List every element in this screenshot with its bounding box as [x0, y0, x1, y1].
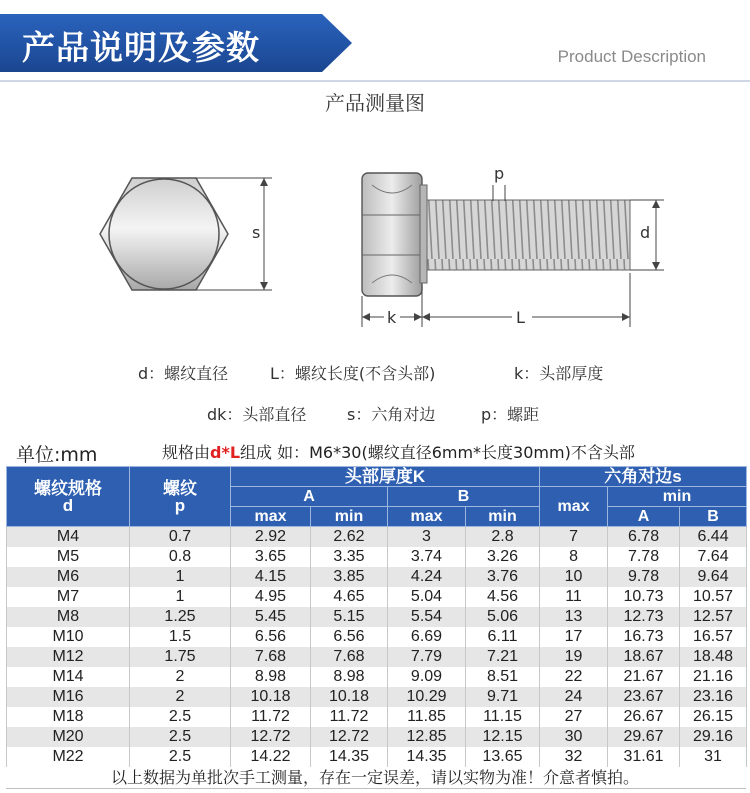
table-cell: 3.74	[388, 547, 466, 567]
table-row	[7, 627, 747, 647]
spec-rule-suffix: 组成 如：M6*30(螺纹直径6mm*长度30mm)不含头部	[240, 443, 635, 462]
table-cell: M4	[7, 527, 130, 547]
table-cell: 4.15	[231, 567, 311, 587]
col-header-k-B: B	[388, 487, 540, 507]
table-cell: 12.57	[680, 607, 747, 627]
table-cell: 1	[130, 587, 231, 607]
table-cell: 2.5	[130, 707, 231, 727]
table-cell: 8.98	[311, 667, 388, 687]
col-header-sA: A	[608, 507, 680, 527]
table-cell: 3.35	[311, 547, 388, 567]
table-cell: 5.45	[231, 607, 311, 627]
header-banner	[0, 0, 750, 84]
spec-rule-prefix: 规格由	[162, 443, 211, 462]
table-cell: 5.04	[388, 587, 466, 607]
bolt-side-view	[362, 173, 630, 296]
table-cell: M20	[7, 727, 130, 747]
table-cell: 1.25	[130, 607, 231, 627]
table-cell: 14.35	[311, 747, 388, 767]
table-cell: 16.73	[608, 627, 680, 647]
table-cell: 6.78	[608, 527, 680, 547]
table-cell: 9.78	[608, 567, 680, 587]
table-cell: 2	[130, 667, 231, 687]
table-row	[7, 607, 747, 627]
table-row	[7, 667, 747, 687]
legend-d: d：螺纹直径	[138, 364, 229, 383]
table-cell: M10	[7, 627, 130, 647]
label-s: s	[252, 223, 261, 242]
table-cell: 2.8	[466, 527, 540, 547]
table-cell: 21.67	[608, 667, 680, 687]
table-cell: 18.48	[680, 647, 747, 667]
table-bottom-border	[6, 788, 746, 789]
table-cell: 4.56	[466, 587, 540, 607]
table-cell: 1	[130, 567, 231, 587]
table-cell: 30	[540, 727, 608, 747]
table-cell: M6	[7, 567, 130, 587]
dimension-p	[493, 185, 505, 201]
table-cell: 7.78	[608, 547, 680, 567]
table-cell: 19	[540, 647, 608, 667]
table-cell: 11.72	[231, 707, 311, 727]
table-cell: 9.71	[466, 687, 540, 707]
table-cell: 7.79	[388, 647, 466, 667]
table-cell: 3.65	[231, 547, 311, 567]
spec-table-body	[7, 527, 747, 767]
col-header-s-max: max	[540, 487, 608, 527]
table-cell: 18.67	[608, 647, 680, 667]
label-k: k	[387, 308, 397, 327]
table-cell: 7.68	[311, 647, 388, 667]
table-cell: 10.73	[608, 587, 680, 607]
table-cell: M5	[7, 547, 130, 567]
table-cell: 3	[388, 527, 466, 547]
table-cell: 7.21	[466, 647, 540, 667]
table-cell: 22	[540, 667, 608, 687]
table-cell: 8.51	[466, 667, 540, 687]
table-row	[7, 647, 747, 667]
col-header-sB: B	[680, 507, 747, 527]
legend-L: L：螺纹长度(不含头部)	[270, 364, 436, 383]
table-cell: 4.95	[231, 587, 311, 607]
table-cell: 7	[540, 527, 608, 547]
col-header-s-min: min	[608, 487, 747, 507]
legend-dk: dk：头部直径	[207, 405, 307, 424]
col-header-hex-s: 六角对边s	[540, 467, 747, 487]
table-cell: 1.5	[130, 627, 231, 647]
table-cell: 0.7	[130, 527, 231, 547]
header-divider	[0, 80, 750, 82]
spec-rule-highlight: d*L	[210, 443, 241, 462]
legend-p: p：螺距	[481, 405, 540, 424]
table-cell: 31.61	[608, 747, 680, 767]
table-cell: 2	[130, 687, 231, 707]
label-L: L	[516, 308, 525, 327]
table-cell: 10.57	[680, 587, 747, 607]
table-cell: 4.65	[311, 587, 388, 607]
table-cell: 8	[540, 547, 608, 567]
table-cell: 2.92	[231, 527, 311, 547]
table-cell: 2.5	[130, 727, 231, 747]
table-cell: M18	[7, 707, 130, 727]
table-cell: 11.15	[466, 707, 540, 727]
measurement-diagram	[0, 115, 750, 345]
table-row	[7, 747, 747, 767]
table-cell: 6.56	[311, 627, 388, 647]
table-cell: 9.09	[388, 667, 466, 687]
table-cell: 23.67	[608, 687, 680, 707]
table-row	[7, 687, 747, 707]
table-cell: 12.73	[608, 607, 680, 627]
table-cell: 1.75	[130, 647, 231, 667]
table-cell: 24	[540, 687, 608, 707]
table-row	[7, 707, 747, 727]
table-cell: M12	[7, 647, 130, 667]
table-row	[7, 547, 747, 567]
table-cell: 5.15	[311, 607, 388, 627]
legend-s: s：六角对边	[347, 405, 436, 424]
table-cell: 4.24	[388, 567, 466, 587]
legend-k: k：头部厚度	[514, 364, 604, 383]
col-header-spec: 螺纹规格 d	[7, 467, 130, 527]
table-cell: 3.76	[466, 567, 540, 587]
table-cell: 10.18	[311, 687, 388, 707]
table-cell: 6.11	[466, 627, 540, 647]
table-cell: 31	[680, 747, 747, 767]
table-cell: 10.29	[388, 687, 466, 707]
table-cell: 6.44	[680, 527, 747, 547]
col-header-kB-max: max	[388, 507, 466, 527]
table-cell: 13	[540, 607, 608, 627]
table-cell: 29.16	[680, 727, 747, 747]
table-row	[7, 727, 747, 747]
table-cell: 2.5	[130, 747, 231, 767]
col-header-kA-max: max	[231, 507, 311, 527]
table-cell: 7.64	[680, 547, 747, 567]
diagram-title: 产品测量图	[325, 91, 425, 115]
table-cell: 21.16	[680, 667, 747, 687]
label-d: d	[640, 223, 651, 242]
table-cell: 12.85	[388, 727, 466, 747]
table-cell: 10.18	[231, 687, 311, 707]
table-cell: 10	[540, 567, 608, 587]
table-row	[7, 527, 747, 547]
table-cell: 3.85	[311, 567, 388, 587]
table-cell: M8	[7, 607, 130, 627]
table-cell: 14.22	[231, 747, 311, 767]
col-header-kA-min: min	[311, 507, 388, 527]
table-cell: 11	[540, 587, 608, 607]
table-cell: M22	[7, 747, 130, 767]
spec-rule	[162, 440, 635, 463]
table-cell: 8.98	[231, 667, 311, 687]
table-cell: 7.68	[231, 647, 311, 667]
table-cell: 6.69	[388, 627, 466, 647]
table-cell: 26.67	[608, 707, 680, 727]
disclaimer-note: 以上数据为单批次手工测量，存在一定误差，请以实物为准！介意者慎拍。	[110, 768, 639, 787]
table-cell: 0.8	[130, 547, 231, 567]
table-cell: 13.65	[466, 747, 540, 767]
table-cell: M7	[7, 587, 130, 607]
spec-table	[6, 466, 747, 767]
table-cell: 17	[540, 627, 608, 647]
label-p: p	[494, 164, 505, 183]
table-cell: 14.35	[388, 747, 466, 767]
col-header-kB-min: min	[466, 507, 540, 527]
table-cell: 9.64	[680, 567, 747, 587]
table-row	[7, 567, 747, 587]
table-cell: 12.72	[231, 727, 311, 747]
table-cell: 27	[540, 707, 608, 727]
table-cell: 26.15	[680, 707, 747, 727]
table-cell: M16	[7, 687, 130, 707]
table-cell: M14	[7, 667, 130, 687]
table-cell: 29.67	[608, 727, 680, 747]
table-cell: 32	[540, 747, 608, 767]
table-cell: 5.54	[388, 607, 466, 627]
col-header-head-k: 头部厚度K	[231, 467, 540, 487]
table-cell: 12.72	[311, 727, 388, 747]
table-cell: 11.85	[388, 707, 466, 727]
table-row	[7, 587, 747, 607]
hex-head-front-view	[100, 178, 228, 290]
table-cell: 12.15	[466, 727, 540, 747]
page-subtitle: Product Description	[557, 47, 706, 66]
table-cell: 3.26	[466, 547, 540, 567]
table-cell: 6.56	[231, 627, 311, 647]
table-cell: 5.06	[466, 607, 540, 627]
col-header-k-A: A	[231, 487, 388, 507]
table-cell: 11.72	[311, 707, 388, 727]
table-cell: 23.16	[680, 687, 747, 707]
unit-label: 单位:mm	[16, 444, 98, 466]
col-header-pitch: 螺纹 p	[130, 467, 231, 527]
page-title: 产品说明及参数	[22, 28, 260, 67]
table-cell: 16.57	[680, 627, 747, 647]
table-cell: 2.62	[311, 527, 388, 547]
